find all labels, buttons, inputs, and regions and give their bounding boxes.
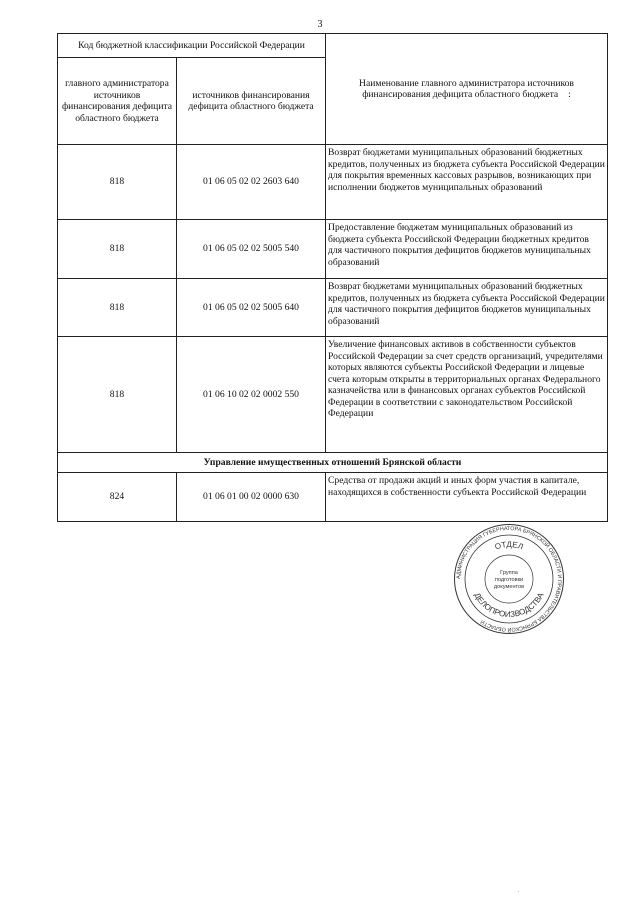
name-cell: Возврат бюджетами муниципальных образований бюджетных кредитов, полученных из бюджета субъекта Российской Федерации для частичного покрытия дефицитов бюджетов муниципальных образований [326,279,608,337]
name-header-mark: : [568,89,571,100]
source-code-cell: 01 06 05 02 02 2603 640 [177,145,326,220]
page-number: 3 [317,19,323,30]
stamp-center-line-3: документов [493,584,525,590]
admin-code-cell: 818 [58,145,177,220]
section-row [58,453,608,473]
stamp-bottom-text: ДЕЛОПРОИЗВОДСТВА [472,591,546,620]
source-code-cell: 01 06 05 02 02 5005 640 [177,279,326,337]
source-code-cell: 01 06 05 02 02 5005 540 [177,220,326,279]
table-row [58,279,608,337]
name-cell: Увеличение финансовых активов в собственности субъектов Российской Федерации за счет средств организаций, учредителями которых являются субъекты Российской Федерации и лицевые счета которым открыты в территориальных органах Федерального казначейства или в финансовых органах субъектов Российской Федерации в соответствии с законодательством Российской Федерации [326,337,608,453]
table-row [58,473,608,522]
admin-code-cell: 818 [58,279,177,337]
stamp-ring-text: АДМИНИСТРАЦИЯ ГУБЕРНАТОРА БРЯНСКОЙ ОБЛАСТИ И ПРАВИТЕЛЬСТВА БРЯНСКОЙ ОБЛАСТИ [455,525,563,633]
stamp-top-text: ОТДЕЛ [493,539,525,552]
table-row [58,337,608,453]
classification-header: Код бюджетной классификации Российской Федерации [58,34,326,58]
table-row [58,145,608,220]
name-header [326,34,608,145]
admin-code-cell: 818 [58,337,177,453]
source-column-header: источников финансирования дефицита областного бюджета [177,58,326,145]
name-cell: Возврат бюджетами муниципальных образований бюджетных кредитов, полученных из бюджета субъекта Российской Федерации для покрытия временных кассовых разрывов, возникающих при исполнении бюджетов муниципальных образований [326,145,608,220]
stamp-center-line-2: подготовки [494,577,524,583]
name-cell: Средства от продажи акций и иных форм участия в капитале, находящихся в собственности субъекта Российской Федерации [326,473,608,522]
section-title: Управление имущественных отношений Брянской области [58,453,608,473]
table-row [58,220,608,279]
name-header-text: Наименование главного администратора источников финансирования дефицита областного бюджета [359,77,574,100]
stamp-center-line-1: Группа [500,570,518,576]
source-code-cell: 01 06 01 00 02 0000 630 [177,473,326,522]
footer-mark: . [518,888,520,894]
admin-code-cell: 818 [58,220,177,279]
source-code-cell: 01 06 10 02 02 0002 550 [177,337,326,453]
budget-classification-table [57,33,608,522]
admin-column-header: главного администратора источников финансирования дефицита областного бюджета [58,58,177,145]
admin-code-cell: 824 [58,473,177,522]
name-cell: Предоставление бюджетам муниципальных образований из бюджета субъекта Российской Федерации бюджетных кредитов для частичного покрытия дефицитов бюджетов муниципальных образований [326,220,608,279]
office-stamp [453,523,565,635]
